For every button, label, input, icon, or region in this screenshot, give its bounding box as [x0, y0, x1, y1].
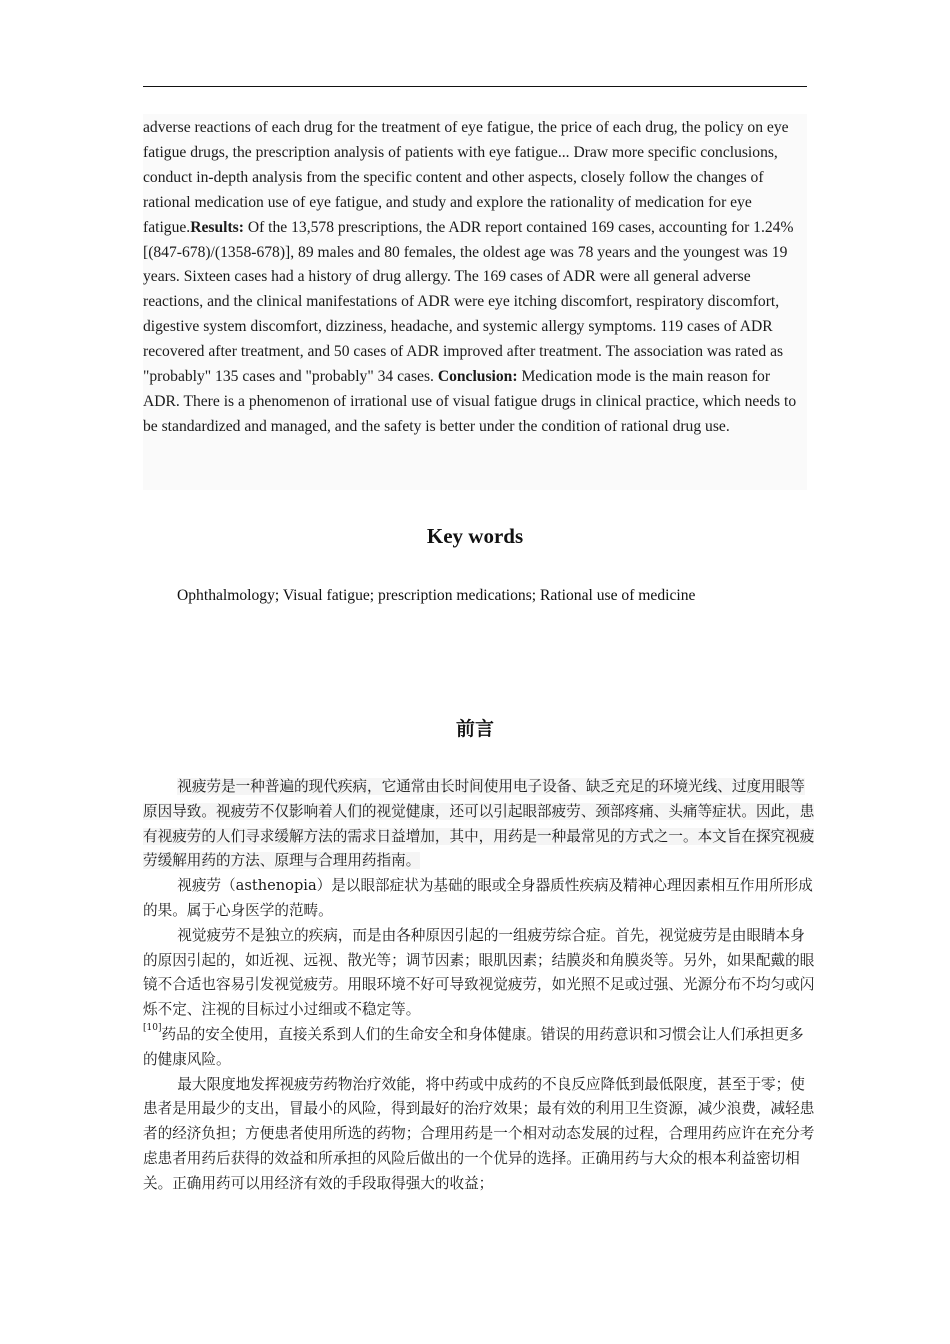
header-rule — [143, 86, 807, 87]
keywords-text: Ophthalmology; Visual fatigue; prescription medications; Rational use of medicine — [177, 587, 696, 604]
abstract-text-2: Of the 13,578 prescriptions, the ADR report contained 169 cases, accounting for 1.24% [(847-678)/(1358-678)], 89 males and 80 females, the oldest age was 78 years and the youngest was 19 years. Sixteen cases had a history of drug allergy. The 169 cases of ADR were all general adverse reactions, and the clinical manifestations of ADR were eye itching discomfort, respiratory discomfort, digestive system discomfort, dizziness, headache, and systemic allergy symptoms. 119 cases of ADR recovered after treatment, and 50 cases of ADR improved after treatment. The association was rated as "probably" 135 cases and "probably" 34 cases. — [143, 218, 794, 386]
abstract-paragraph — [143, 114, 807, 440]
preface-paragraph-1-text: 视疲劳是一种普遍的现代疾病，它通常由长时间使用电子设备、缺乏充足的环境光线、过度用眼等原因导致。视疲劳不仅影响着人们的视觉健康，还可以引起眼部疲劳、颈部疼痛、头痛等症状。因此，患有视疲劳的人们寻求缓解方法的需求日益增加，其中，用药是一种最常见的方式之一。本文旨在探究视疲劳缓解用药的方法、原理与合理用药指南。 — [143, 778, 815, 870]
abstract-block — [143, 114, 807, 490]
citation-reference[interactable]: [10] — [143, 1022, 162, 1033]
preface-paragraph-3-continued — [143, 1023, 815, 1073]
preface-paragraph-3-tail: 药品的安全使用，直接关系到人们的生命安全和身体健康。错误的用药意识和习惯会让人们承担更多的健康风险。 — [143, 1025, 804, 1068]
preface-paragraph-1 — [143, 775, 815, 874]
conclusion-label: Conclusion: — [437, 368, 518, 386]
preface-heading: 前言 — [455, 718, 494, 740]
preface-paragraph-2: 视疲劳（asthenopia）是以眼部症状为基础的眼或全身器质性疾病及精神心理因素相互作用所形成的果。属于心身医学的范畴。 — [143, 877, 813, 919]
abstract-text-3: Medication mode is the main reason for ADR. There is a phenomenon of irrational use of visual fatigue drugs in clinical practice, which needs to be standardized and managed, and the safety is better under the condition of rational drug use. — [143, 368, 797, 435]
keywords-heading: Key words — [426, 524, 524, 548]
results-label: Results: — [190, 218, 244, 236]
preface-paragraph-3: 视觉疲劳不是独立的疾病，而是由各种原因引起的一组疲劳综合症。首先，视觉疲劳是由眼睛本身的原因引起的，如近视、远视、散光等；调节因素；眼肌因素；结膜炎和角膜炎等。另外，如果配戴的眼镜不合适也容易引发视觉疲劳。用眼环境不好可导致视觉疲劳，如光照不足或过强、光源分布不均匀或闪烁不定、注视的目标过小过细或不稳定等。 — [143, 926, 815, 1019]
preface-paragraph-4: 最大限度地发挥视疲劳药物治疗效能，将中药或中成药的不良反应降低到最低限度，甚至于零；使患者是用最少的支出，冒最小的风险，得到最好的治疗效果；最有效的利用卫生资源，减少浪费，减轻患者的经济负担；方便患者使用所选的药物；合理用药是一个相对动态发展的过程，合理用药应许在充分考虑患者用药后获得的效益和所承担的风险后做出的一个优异的选择。正确用药与大众的根本利益密切相关。正确用药可以用经济有效的手段取得强大的收益； — [143, 1075, 815, 1192]
abstract-text-1: adverse reactions of each drug for the treatment of eye fatigue, the price of each drug, the policy on eye fatigue drugs, the prescription analysis of patients with eye fatigue... Draw more specific conclusions, conduct in-depth analysis from the specific content and other aspects, closely follow the changes of rational medication use of eye fatigue, and study and explore the rationality of medication for eye fatigue. — [143, 119, 789, 236]
preface-body — [143, 775, 815, 1197]
